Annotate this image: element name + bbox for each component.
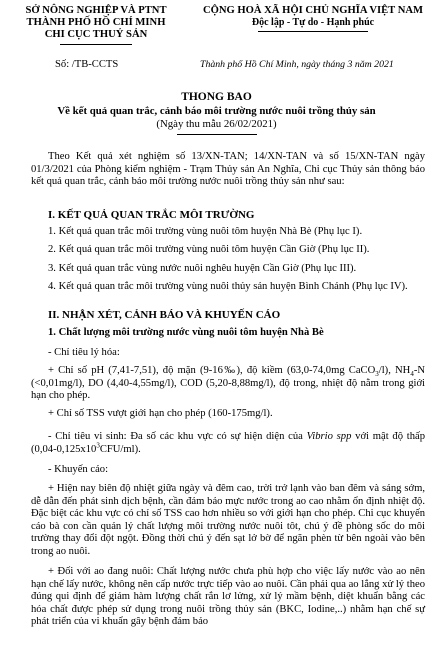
sample-date: (Ngày thu mẫu 26/02/2021) bbox=[156, 118, 277, 130]
advice-paragraph-2: + Đối với ao đang nuôi: Chất lượng nước chưa phù hợp cho việc lấy nước vào ao nên hạn chế lấy nước, không nên cấp nước trực tiếp vào ao nuôi. Cần phải qua ao lắng xử lý theo đúng qui định để giảm hàm lượng chất rắn lơ lửng, xử lý mầm bệnh, diệt khuẩn bằng các hóa chất được phép sử dụng trong nuôi trồng thủy sản (BKC, Iodine,..) nhằm hạn chế sự phát triển của vi khuẩn gây bệnh đảm bảo bbox=[31, 566, 425, 628]
chem-label: - Chỉ tiêu lý hóa: bbox=[48, 347, 120, 358]
intro-paragraph: Theo Kết quả xét nghiệm số 13/XN-TAN; 14/XN-TAN và số 15/XN-TAN ngày 01/3/2021 của Phòng kiểm nghiệm - Trạm Thủy sản An Nghĩa, Chi cục Thủy sản thông báo kết quả quan trắc, cảnh báo môi trường nước nuôi trồng thủy sản như sau: bbox=[31, 151, 425, 188]
agency-line2: THÀNH PHỐ HỒ CHÍ MINH bbox=[26, 17, 166, 28]
nation-line2: Độc lập - Tự do - Hạnh phúc bbox=[251, 17, 375, 28]
section1-item: 1. Kết quả quan trắc môi trường vùng nuôi tôm huyện Nhà Bè (Phụ lục I). bbox=[48, 226, 363, 237]
agency-line3: CHI CỤC THUỶ SẢN bbox=[44, 29, 148, 40]
chem-paragraph: + Chỉ số pH (7,41-7,51), độ mặn (9-16‰), độ kiềm (63,0-74,0mg CaCO$_3$/l), $NH_4-N$ (<0,01mg/l), DO (4,40-4,55mg/l), COD (5,20-8,88mg/l), độ trong, nhiệt độ nằm trong giới hạn cho phép. bbox=[31, 365, 425, 402]
section1-heading: I. KẾT QUẢ QUAN TRẮC MÔI TRƯỜNG bbox=[48, 209, 255, 221]
place-date: Thành phố Hồ Chí Minh, ngày tháng 3 năm 2021 bbox=[200, 59, 394, 70]
nation-underline bbox=[258, 31, 368, 32]
advice-paragraph-1: + Hiện nay biên độ nhiệt giữa ngày và đêm cao, trời trở lạnh vào ban đêm và sáng sớm, dễ dẫn đến phát sinh dịch bệnh, cần đảm bảo mực nước trong ao cao nhằm ổn định nhiệt độ. Đặc biệt các khu vực có chỉ số TSS cao hơn nhiều so với giới hạn cho phép. Chi cục khuyến cáo bà con cần quản lý chất lượng môi trường nước nuôi tôt, chú ý đề phòng sốc do môi trường thay đổi đột ngột. Đồng thời chú ý đến sạt lở bờ để ngăn phèn từ bên ngoài vào bên trong ao nuôi. bbox=[31, 483, 425, 557]
section1-item: 4. Kết quả quan trắc môi trường vùng nuôi thủy sản huyện Bình Chánh (Phụ lục IV). bbox=[48, 281, 408, 292]
nation-line1: CỘNG HOÀ XÃ HỘI CHỦ NGHĨA VIỆT NAM bbox=[202, 5, 424, 16]
section1-item: 2. Kết quả quan trắc môi trường vùng nuôi tôm huyện Cần Giờ (Phụ lục II). bbox=[48, 244, 370, 255]
agency-underline bbox=[60, 44, 132, 45]
tss-paragraph: + Chỉ số TSS vượt giới hạn cho phép (160-175mg/l). bbox=[48, 408, 273, 419]
doc-title: THONG BAO bbox=[181, 91, 252, 103]
section2-heading: II. NHẬN XÉT, CẢNH BÁO VÀ KHUYẾN CÁO bbox=[48, 309, 281, 321]
agency-line1: SỞ NÔNG NGHIỆP VÀ PTNT bbox=[25, 5, 167, 16]
subsection1-heading: 1. Chất lượng môi trường nước vùng nuôi tôm huyện Nhà Bè bbox=[48, 327, 324, 338]
advice-label: - Khuyến cáo: bbox=[48, 464, 109, 475]
doc-subject: Về kết quả quan trắc, cảnh báo môi trường nước nuôi trồng thủy sản bbox=[57, 105, 376, 117]
title-underline bbox=[177, 134, 257, 135]
section1-item: 3. Kết quả quan trắc vùng nước nuôi nghêu huyện Cần Giờ (Phụ lục III). bbox=[48, 263, 357, 274]
microbio-paragraph: - Chỉ tiêu vi sinh: Đa số các khu vực có sự hiện diện của Vibrio spp với mật độ thấp $(0,04-0,125x10^3CFU/ml)$. bbox=[31, 431, 426, 455]
doc-number: Số: /TB-CCTS bbox=[55, 59, 119, 70]
